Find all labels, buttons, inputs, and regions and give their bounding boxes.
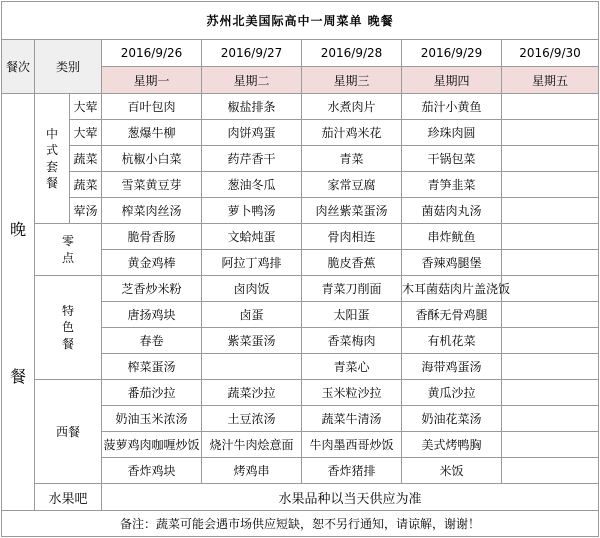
menu-cell-fri bbox=[502, 302, 599, 328]
table-row bbox=[2, 94, 599, 120]
fruit-bar-row bbox=[2, 484, 599, 511]
subcategory-label: 大荤 bbox=[70, 94, 102, 120]
menu-cell-thu: 干锅包菜 bbox=[402, 146, 502, 172]
menu-cell-fri bbox=[502, 328, 599, 354]
menu-cell-wed: 水煮肉片 bbox=[302, 94, 402, 120]
menu-cell-thu: 海带鸡蛋汤 bbox=[402, 354, 502, 380]
menu-cell-mon: 菠萝鸡肉咖喱炒饭 bbox=[102, 432, 202, 458]
date-row bbox=[2, 40, 599, 67]
table-row bbox=[2, 198, 599, 224]
menu-cell-wed: 肉丝紫菜蛋汤 bbox=[302, 198, 402, 224]
menu-cell-tue: 萝卜鸭汤 bbox=[202, 198, 302, 224]
menu-cell-mon: 番茄沙拉 bbox=[102, 380, 202, 406]
menu-cell-fri bbox=[502, 406, 599, 432]
menu-cell-tue: 紫菜蛋汤 bbox=[202, 328, 302, 354]
menu-cell-mon: 百叶包肉 bbox=[102, 94, 202, 120]
table-row bbox=[2, 120, 599, 146]
weekday-mon: 星期一 bbox=[102, 67, 202, 94]
table-row bbox=[2, 276, 599, 302]
menu-cell-wed: 青菜刀削面 bbox=[302, 276, 402, 302]
meal-char-2: 餐 bbox=[9, 366, 26, 386]
menu-cell-wed: 香炸猪排 bbox=[302, 458, 402, 484]
menu-cell-thu: 黄瓜沙拉 bbox=[402, 380, 502, 406]
menu-cell-tue: 椒盐排条 bbox=[202, 94, 302, 120]
menu-cell-fri bbox=[502, 120, 599, 146]
date-mon: 2016/9/26 bbox=[102, 40, 202, 67]
group-label-text: 中式套餐 bbox=[46, 127, 59, 190]
date-wed: 2016/9/28 bbox=[302, 40, 402, 67]
menu-cell-wed: 青菜心 bbox=[302, 354, 402, 380]
fruit-bar-label: 水果吧 bbox=[35, 484, 102, 511]
menu-cell-tue: 阿拉丁鸡排 bbox=[202, 250, 302, 276]
menu-cell-wed: 玉米粒沙拉 bbox=[302, 380, 402, 406]
menu-cell-fri bbox=[502, 146, 599, 172]
menu-cell-mon: 芝香炒米粉 bbox=[102, 276, 202, 302]
category-header: 类别 bbox=[35, 40, 102, 94]
menu-cell-tue: 土豆浓汤 bbox=[202, 406, 302, 432]
menu-cell-fri bbox=[502, 458, 599, 484]
meal-type-cell bbox=[2, 94, 35, 511]
menu-cell-thu: 香辣鸡腿堡 bbox=[402, 250, 502, 276]
table-row bbox=[2, 224, 599, 250]
menu-cell-wed: 家常豆腐 bbox=[302, 172, 402, 198]
menu-cell-mon: 春卷 bbox=[102, 328, 202, 354]
menu-cell-fri bbox=[502, 250, 599, 276]
meal-char-1: 晚 bbox=[9, 220, 26, 240]
subcategory-label: 蔬菜 bbox=[70, 172, 102, 198]
menu-cell-wed: 青菜 bbox=[302, 146, 402, 172]
menu-cell-fri bbox=[502, 172, 599, 198]
group-label-western: 西餐 bbox=[35, 380, 102, 484]
menu-cell-wed: 脆皮香蕉 bbox=[302, 250, 402, 276]
menu-cell-thu: 香酥无骨鸡腿 bbox=[402, 302, 502, 328]
menu-cell-wed: 香菜梅肉 bbox=[302, 328, 402, 354]
menu-cell-thu: 有机花菜 bbox=[402, 328, 502, 354]
menu-cell-tue: 烧汁牛肉烩意面 bbox=[202, 432, 302, 458]
menu-cell-tue: 卤肉饭 bbox=[202, 276, 302, 302]
menu-cell-mon: 榨菜肉丝汤 bbox=[102, 198, 202, 224]
date-tue: 2016/9/27 bbox=[202, 40, 302, 67]
date-thu: 2016/9/29 bbox=[402, 40, 502, 67]
menu-cell-mon: 榨菜蛋汤 bbox=[102, 354, 202, 380]
menu-cell-mon: 香炸鸡块 bbox=[102, 458, 202, 484]
menu-cell-fri bbox=[502, 224, 599, 250]
menu-cell-mon: 杭椒小白菜 bbox=[102, 146, 202, 172]
title-row bbox=[2, 2, 599, 40]
weekday-tue: 星期二 bbox=[202, 67, 302, 94]
menu-cell-fri bbox=[502, 276, 599, 302]
table-row bbox=[2, 146, 599, 172]
menu-cell-mon: 奶油玉米浓汤 bbox=[102, 406, 202, 432]
menu-cell-thu: 米饭 bbox=[402, 458, 502, 484]
menu-cell-tue: 药芹香干 bbox=[202, 146, 302, 172]
menu-cell-thu: 木耳菌菇肉片盖浇饭 bbox=[402, 276, 502, 302]
menu-cell-thu: 珍珠肉圆 bbox=[402, 120, 502, 146]
menu-cell-mon: 雪菜黄豆芽 bbox=[102, 172, 202, 198]
menu-cell-mon: 唐扬鸡块 bbox=[102, 302, 202, 328]
menu-cell-fri bbox=[502, 432, 599, 458]
note-row bbox=[2, 511, 599, 537]
menu-cell-fri bbox=[502, 198, 599, 224]
meal-header: 餐次 bbox=[2, 40, 35, 94]
group-label-text: 零点 bbox=[62, 234, 75, 265]
menu-cell-thu: 青笋韭菜 bbox=[402, 172, 502, 198]
menu-cell-thu: 茄汁小黄鱼 bbox=[402, 94, 502, 120]
weekday-wed: 星期三 bbox=[302, 67, 402, 94]
menu-cell-tue: 烤鸡串 bbox=[202, 458, 302, 484]
footer-note: 备注：蔬菜可能会遇市场供应短缺，恕不另行通知，请谅解，谢谢！ bbox=[2, 511, 599, 537]
menu-table bbox=[1, 1, 599, 537]
menu-cell-wed: 蔬菜牛清汤 bbox=[302, 406, 402, 432]
date-fri: 2016/9/30 bbox=[502, 40, 599, 67]
menu-cell-wed: 太阳蛋 bbox=[302, 302, 402, 328]
menu-cell-mon: 葱爆牛柳 bbox=[102, 120, 202, 146]
group-label-chinese-set bbox=[35, 94, 70, 224]
group-label-text: 特色餐 bbox=[62, 304, 75, 351]
menu-cell-thu: 美式烤鸭胸 bbox=[402, 432, 502, 458]
menu-cell-tue: 卤蛋 bbox=[202, 302, 302, 328]
menu-cell-thu: 串炸鱿鱼 bbox=[402, 224, 502, 250]
group-label-snacks bbox=[35, 224, 102, 276]
menu-cell-fri bbox=[502, 380, 599, 406]
menu-cell-thu: 菌菇肉丸汤 bbox=[402, 198, 502, 224]
menu-cell-tue: 葱油冬瓜 bbox=[202, 172, 302, 198]
menu-cell-thu: 奶油花菜汤 bbox=[402, 406, 502, 432]
page-title: 苏州北美国际高中一周菜单 晚餐 bbox=[2, 2, 599, 40]
menu-cell-tue bbox=[202, 354, 302, 380]
subcategory-label: 荤汤 bbox=[70, 198, 102, 224]
menu-cell-fri bbox=[502, 94, 599, 120]
menu-cell-fri bbox=[502, 354, 599, 380]
weekday-fri: 星期五 bbox=[502, 67, 599, 94]
subcategory-label: 蔬菜 bbox=[70, 146, 102, 172]
menu-cell-mon: 脆骨香肠 bbox=[102, 224, 202, 250]
fruit-bar-text: 水果品种以当天供应为准 bbox=[102, 484, 599, 511]
menu-cell-tue: 肉饼鸡蛋 bbox=[202, 120, 302, 146]
menu-cell-tue: 蔬菜沙拉 bbox=[202, 380, 302, 406]
menu-cell-mon: 黄金鸡棒 bbox=[102, 250, 202, 276]
menu-cell-wed: 茄汁鸡米花 bbox=[302, 120, 402, 146]
weekday-thu: 星期四 bbox=[402, 67, 502, 94]
table-row bbox=[2, 380, 599, 406]
menu-cell-tue: 文蛤炖蛋 bbox=[202, 224, 302, 250]
subcategory-label: 大荤 bbox=[70, 120, 102, 146]
menu-cell-wed: 牛肉墨西哥炒饭 bbox=[302, 432, 402, 458]
group-label-specials bbox=[35, 276, 102, 380]
table-row bbox=[2, 172, 599, 198]
menu-cell-wed: 骨肉相连 bbox=[302, 224, 402, 250]
